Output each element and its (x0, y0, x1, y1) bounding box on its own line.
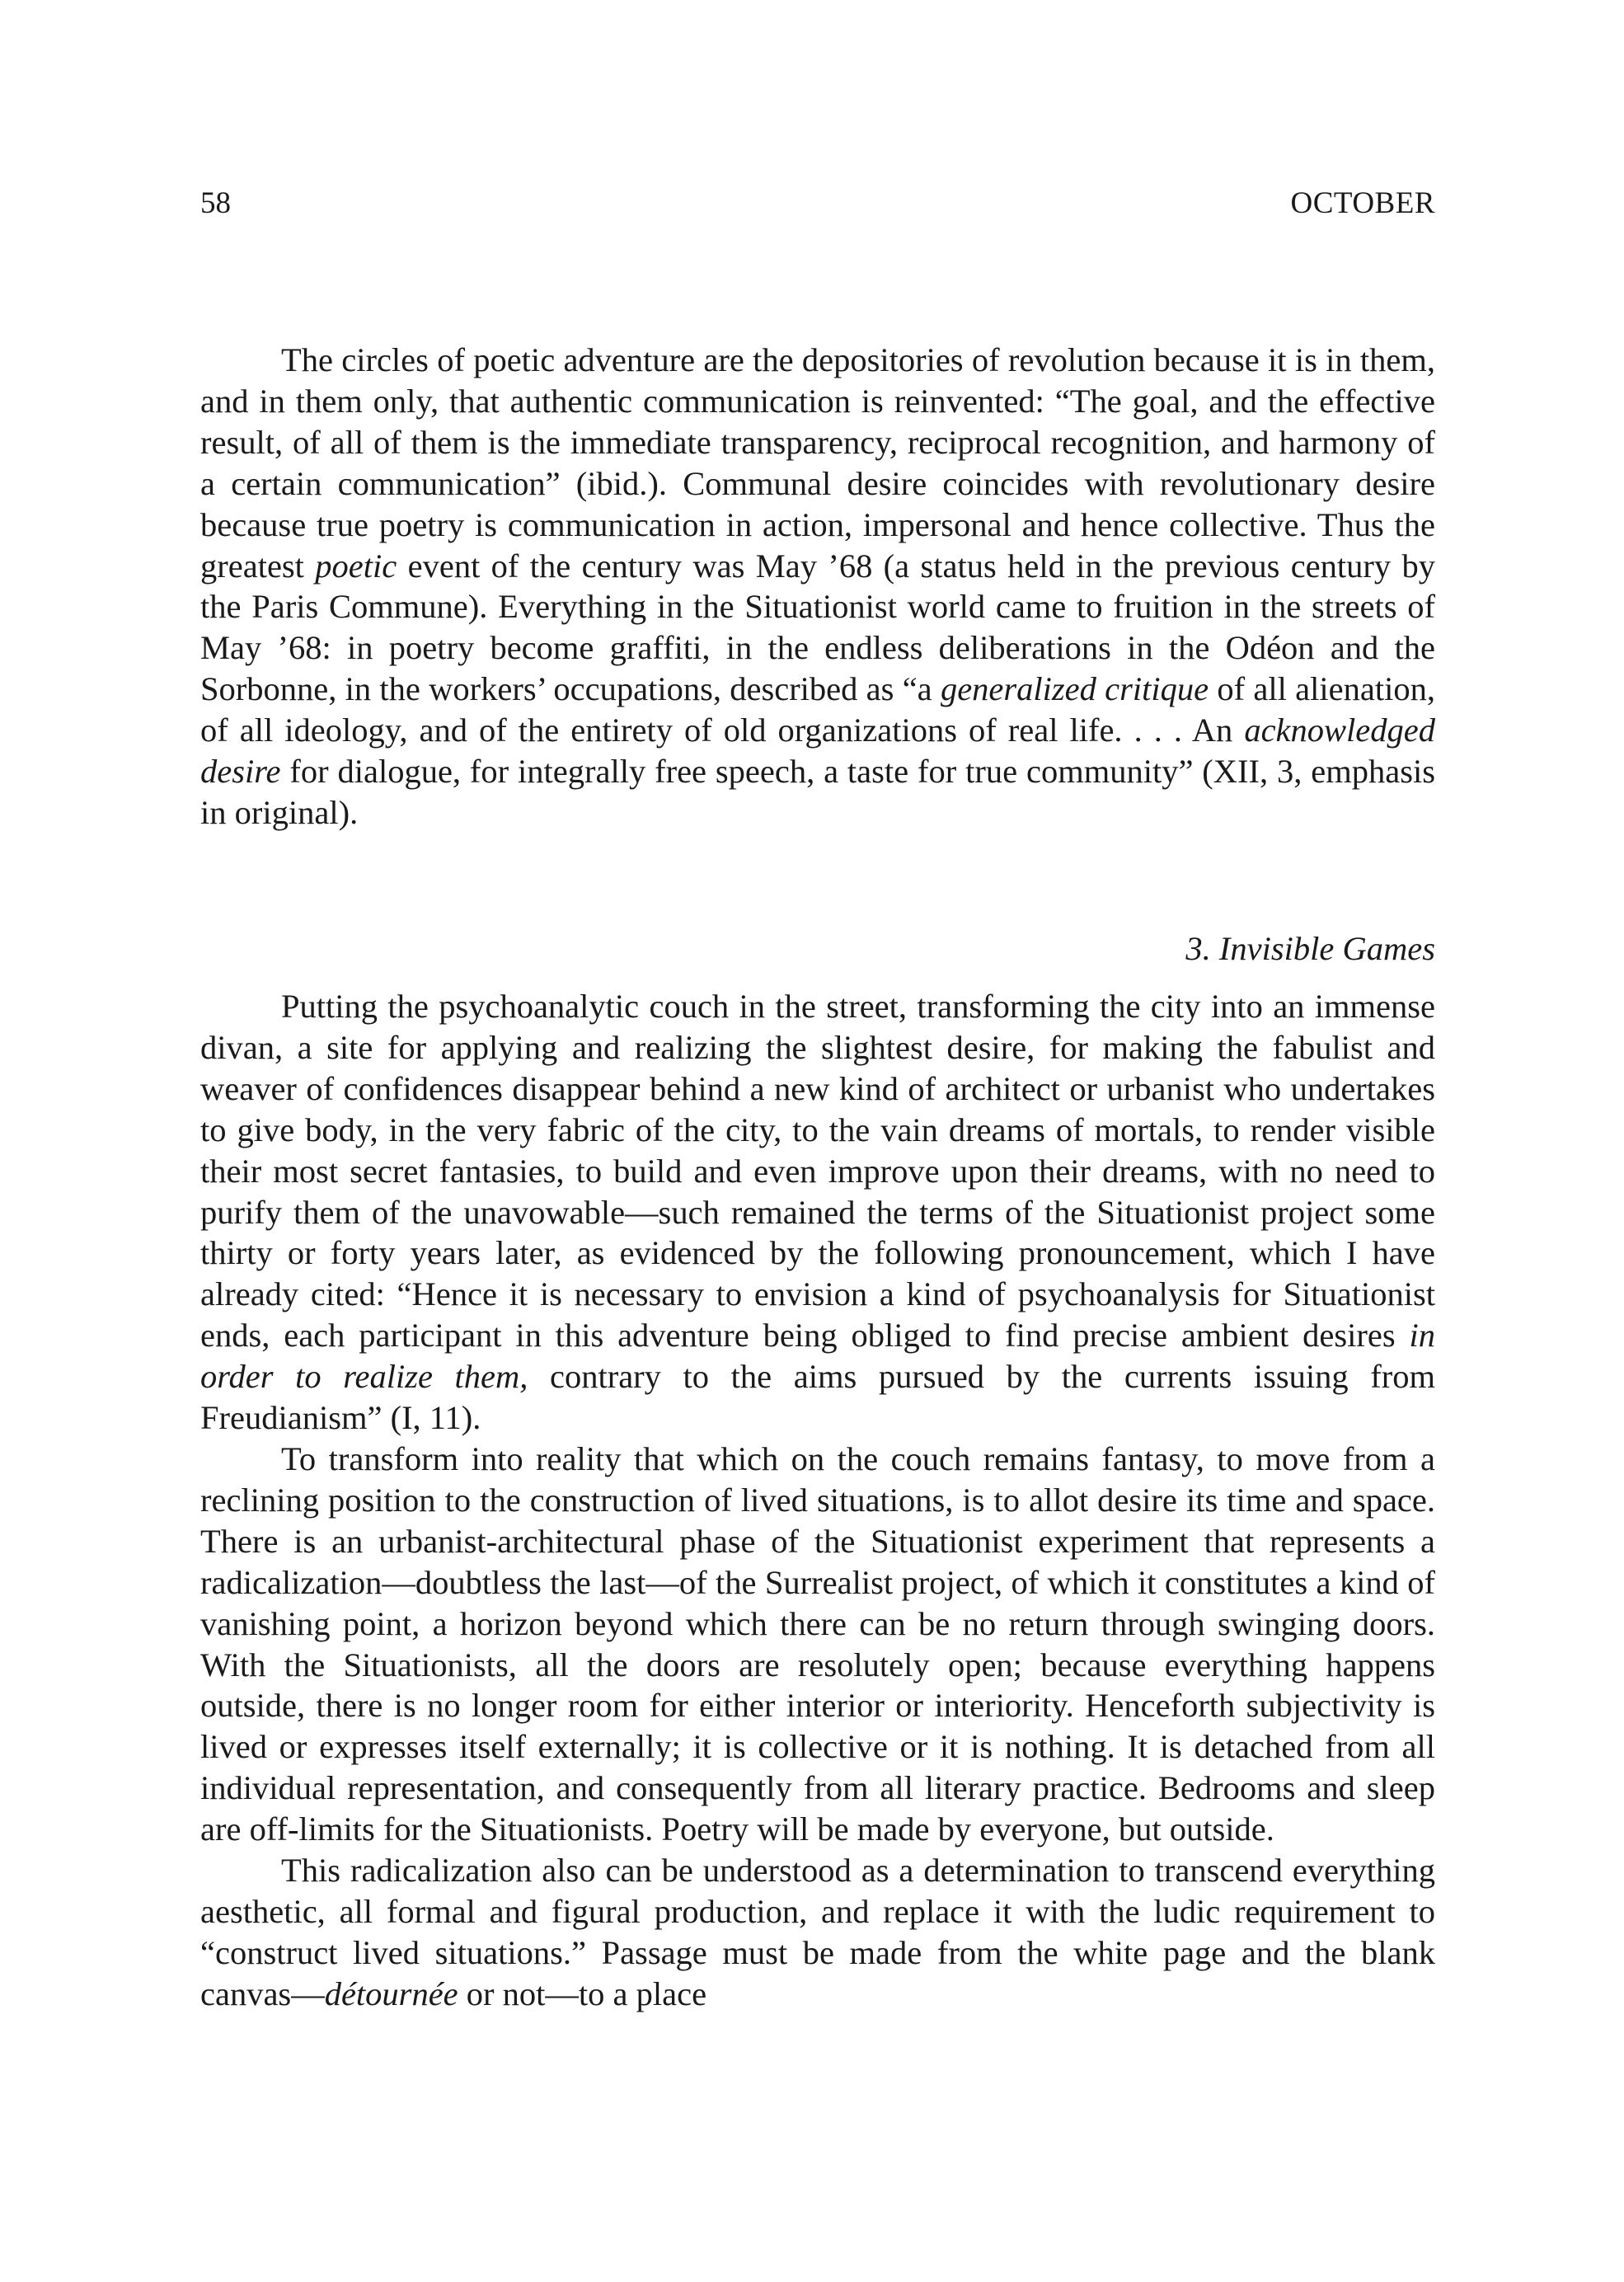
text-run: Putting the psychoanalytic couch in the street, transforming the city into an immense divan, a site for applying and realizing the slightest desire, for making the fabulist and weaver of confidences disappear behind a new kind of architect or urbanist who undertakes to give body, in the very fabric of the city, to the vain dreams of mortals, to render visible their most secret fantasies, to build and even improve upon their dreams, with no need to purify them of the unavowable—such remained the terms of the Situationist project some thirty or forty years later, as evidenced by the following pronouncement, which I have already cited: “Hence it is necessary to envision a kind of psychoanalysis for Situationist ends, each participant in this adventure being obliged to find precise ambient desires (200, 988, 1435, 1355)
running-head (200, 183, 1435, 224)
text-run: To transform into reality that which on the couch remains fantasy, to move from a reclining position to the construction of lived situations, is to allot desire its time and space. There is an urbanist-architectural phase of the Situationist experiment that represents a radicalization—doubtless the last—of the Surrealist project, of which it constitutes a kind of vanishing point, a horizon beyond which there can be no return through swinging doors. With the Situationists, all the doors are resolutely open; because everything happens outside, there is no longer room for either interior or interiority. Henceforth subjectivity is lived or expresses itself externally; it is collective or it is nothing. It is detached from all individual representation, and consequently from all literary practice. Bedrooms and sleep are off-limits for the Situationists. Poetry will be made by everyone, but outside. (200, 1439, 1435, 1848)
text-block-section-body (200, 986, 1435, 2015)
page-number: 58 (200, 186, 231, 220)
italic-text-run: détournée (324, 1974, 458, 2012)
text-block-before-section (200, 340, 1435, 833)
text-run: of all alienation, of all ideology, and of the entirety of old organizations of real life. . . . An (200, 670, 1435, 749)
text-run: or not—to a place (458, 1974, 707, 2012)
paragraph (200, 986, 1435, 1439)
italic-text-run: poetic (315, 547, 397, 585)
paragraph (200, 340, 1435, 833)
text-run: This radicalization also can be understood as a determination to transcend everything aesthetic, all formal and figural production, and replace it with the ludic requirement to “construct lived situations.” Passage must be made from the white page and the blank canvas— (200, 1852, 1435, 2012)
paragraph (200, 1439, 1435, 1850)
italic-text-run: in order to realize them, (200, 1317, 1435, 1396)
italic-text-run: generalized critique (940, 670, 1209, 708)
text-run: event of the century was May ’68 (a status held in the previous century by the Paris Commune). Everything in the Situationist world came to fruition in the streets of May ’68: in poetry become graffiti, in the endless deliberations in the Odéon and the Sorbonne, in the workers’ occupations, described as “a (200, 547, 1435, 708)
text-run: contrary to the aims pursued by the currents issuing from Freudianism” (I, 11). (200, 1358, 1435, 1437)
paragraph (200, 1850, 1435, 2015)
text-run: for dialogue, for integrally free speech, a taste for true community” (XII, 3, emphasis in original). (200, 753, 1435, 831)
text-run: The circles of poetic adventure are the depositories of revolution because it is in them, and in them only, that authentic communication is reinvented: “The goal, and the effective result, of all of them is the immediate transparency, reciprocal recognition, and harmony of a certain communication” (ibid.). Communal desire coincides with revolutionary desire because true poetry is communication in action, impersonal and hence collective. Thus the greatest (200, 341, 1435, 585)
journal-title: OCTOBER (1290, 186, 1435, 220)
italic-text-run: acknowledged desire (200, 711, 1435, 791)
section-heading: 3. Invisible Games (1185, 930, 1435, 967)
